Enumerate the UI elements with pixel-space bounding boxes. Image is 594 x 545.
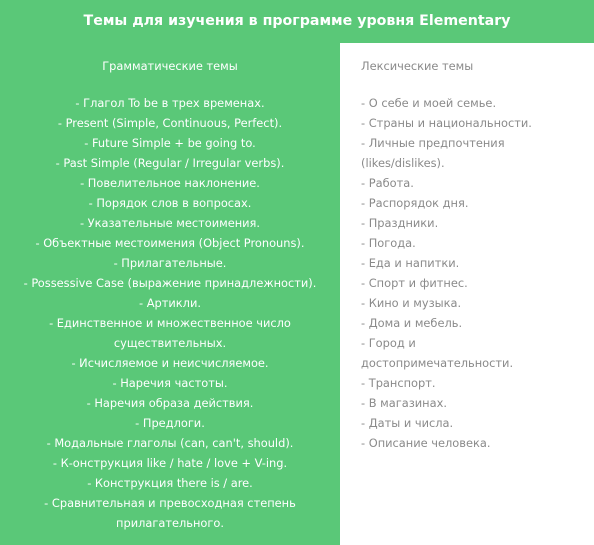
vocabulary-list-item: - Еда и напитки. xyxy=(361,256,460,270)
vocabulary-list-item: - Личные предпочтения xyxy=(361,136,505,150)
grammar-list-item: - Повелительное наклонение. xyxy=(80,176,260,190)
vocabulary-list-item: - Даты и числа. xyxy=(361,416,454,430)
vocabulary-list-item: - Погода. xyxy=(361,236,416,250)
grammar-list-item: - Прилагательные. xyxy=(113,256,227,270)
vocabulary-list-item: - Описание человека. xyxy=(361,436,491,450)
vocabulary-list-item: - В магазинах. xyxy=(361,396,447,410)
vocabulary-list-item: достопримечательности. xyxy=(361,356,514,370)
vocabulary-list-item: - Дома и мебель. xyxy=(361,316,463,330)
grammar-list-item: - Possessive Case (выражение принадлежности). xyxy=(23,276,317,290)
grammar-list-item: - Наречия частоты. xyxy=(112,376,228,390)
grammar-column xyxy=(0,43,340,545)
vocabulary-list-item: - Распорядок дня. xyxy=(361,196,469,210)
vocabulary-list-item: - О себе и моей семье. xyxy=(361,96,497,110)
grammar-list-item: - Модальные глаголы (can, can't, should). xyxy=(46,436,294,450)
grammar-list-item: - Порядок слов в вопросах. xyxy=(88,196,252,210)
grammar-list-item: - Указательные местоимения. xyxy=(79,216,261,230)
grammar-list-item: - Future Simple + be going to. xyxy=(84,136,256,150)
vocabulary-column xyxy=(340,43,594,545)
grammar-list-item: прилагательного. xyxy=(116,516,224,530)
grammar-list-item: - Сравнительная и превосходная степень xyxy=(44,496,296,510)
vocabulary-list-item: - Кино и музыка. xyxy=(361,296,462,310)
grammar-list-item: - К-онструкция like / hate / love + V-ing. xyxy=(52,456,288,470)
grammar-list-item: - Глагол To be в трех временах. xyxy=(75,96,265,110)
grammar-list-item: - Конструкция there is / are. xyxy=(87,476,253,490)
grammar-list-item: - Объектные местоимения (Object Pronouns). xyxy=(35,236,305,250)
grammar-list xyxy=(0,93,340,533)
grammar-list-item: - Исчисляемое и неисчисляемое. xyxy=(71,356,269,370)
vocabulary-list xyxy=(361,93,591,453)
vocabulary-list-item: - Транспорт. xyxy=(361,376,436,390)
vocabulary-list-item: - Спорт и фитнес. xyxy=(361,276,468,290)
grammar-list-item: - Предлоги. xyxy=(135,416,205,430)
grammar-list-item: - Present (Simple, Continuous, Perfect). xyxy=(57,116,283,130)
vocabulary-list-item: - Работа. xyxy=(361,176,414,190)
vocabulary-list-item: - Страны и национальности. xyxy=(361,116,532,130)
vocabulary-list-item: (likes/dislikes). xyxy=(361,156,445,170)
grammar-list-item: - Артикли. xyxy=(139,296,201,310)
vocabulary-list-item: - Город и xyxy=(361,336,416,350)
grammar-heading: Грамматические темы xyxy=(102,59,238,73)
grammar-list-item: - Past Simple (Regular / Irregular verbs). xyxy=(55,156,285,170)
grammar-list-item: - Наречия образа действия. xyxy=(86,396,254,410)
vocabulary-heading: Лексические темы xyxy=(361,59,474,73)
grammar-list-item: - Единственное и множественное число xyxy=(49,316,291,330)
table-title: Темы для изучения в программе уровня Elementary xyxy=(0,0,594,43)
grammar-list-item: существительных. xyxy=(113,336,227,350)
vocabulary-list-item: - Праздники. xyxy=(361,216,439,230)
